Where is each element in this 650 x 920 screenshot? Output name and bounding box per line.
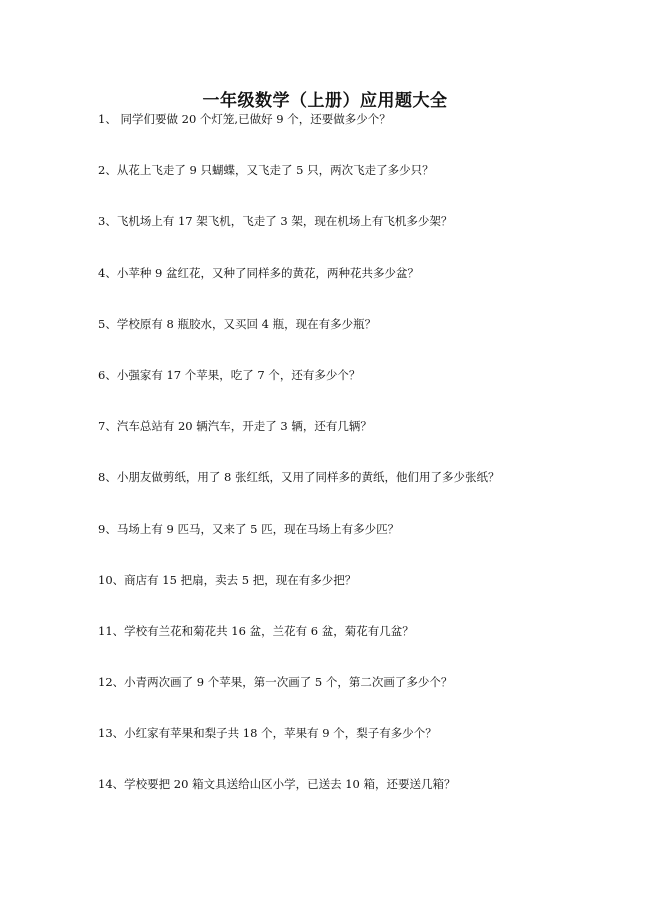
question-number: 1、 [98, 112, 117, 126]
question-item-3 [98, 212, 598, 263]
question-number: 14、 [98, 777, 125, 792]
question-number: 11、 [98, 623, 125, 638]
question-number: 5、 [98, 316, 117, 331]
question-number: 9、 [98, 521, 117, 536]
question-number: 10、 [98, 572, 125, 587]
document-title: 一年级数学（上册）应用题大全 [202, 91, 448, 111]
question-text: 学校原有 8 瓶胶水，又买回 4 瓶，现在有多少瓶？ [116, 316, 377, 331]
question-item-12 [98, 673, 598, 724]
question-item-8 [98, 468, 598, 519]
question-text: 商店有 15 把扇，卖去 5 把，现在有多少把？ [124, 572, 357, 587]
question-number: 2、 [98, 163, 117, 178]
question-text: 同学们要做 20 个灯笼,已做好 9 个，还要做多少个？ [116, 112, 391, 126]
question-number: 4、 [98, 265, 117, 280]
question-item-4 [98, 264, 598, 315]
question-text: 小苹种 9 盆红花，又种了同样多的黄花，两种花共多少盆？ [116, 265, 419, 280]
question-text: 学校有兰花和菊花共 16 盆，兰花有 6 盆，菊花有几盆？ [124, 623, 414, 638]
question-item-6 [98, 366, 598, 417]
question-item-10 [98, 571, 598, 622]
question-text: 汽车总站有 20 辆汽车，开走了 3 辆，还有几辆？ [116, 419, 372, 434]
question-number: 13、 [98, 726, 125, 741]
question-item-11 [98, 622, 598, 673]
question-item-9 [98, 520, 598, 571]
question-text: 飞机场上有 17 架飞机，飞走了 3 架，现在机场上有飞机多少架？ [116, 214, 453, 229]
question-text: 小朋友做剪纸，用了 8 张红纸，又用了同样多的黄纸，他们用了多少张纸？ [116, 470, 500, 485]
question-number: 6、 [98, 367, 117, 382]
question-item-14 [98, 775, 598, 826]
question-item-7 [98, 417, 598, 468]
question-number: 12、 [98, 675, 125, 690]
question-text: 小红家有苹果和梨子共 18 个，苹果有 9 个，梨子有多少个？ [124, 726, 437, 741]
question-list [98, 110, 598, 827]
question-item-5 [98, 315, 598, 366]
question-number: 3、 [98, 214, 117, 229]
question-text: 学校要把 20 箱文具送给山区小学，已送去 10 箱，还要送几箱？ [124, 777, 456, 792]
question-number: 8、 [98, 470, 117, 485]
question-item-2 [98, 161, 598, 212]
question-text: 从花上飞走了 9 只蝴蝶，又飞走了 5 只，两次飞走了多少只？ [116, 163, 434, 178]
question-item-13 [98, 724, 598, 775]
question-number: 7、 [98, 419, 117, 434]
question-text: 马场上有 9 匹马，又来了 5 匹，现在马场上有多少匹？ [116, 521, 400, 536]
question-text: 小强家有 17 个苹果，吃了 7 个，还有多少个？ [116, 367, 361, 382]
question-item-1 [98, 110, 598, 161]
question-text: 小青两次画了 9 个苹果，第一次画了 5 个，第二次画了多少个？ [124, 675, 453, 690]
